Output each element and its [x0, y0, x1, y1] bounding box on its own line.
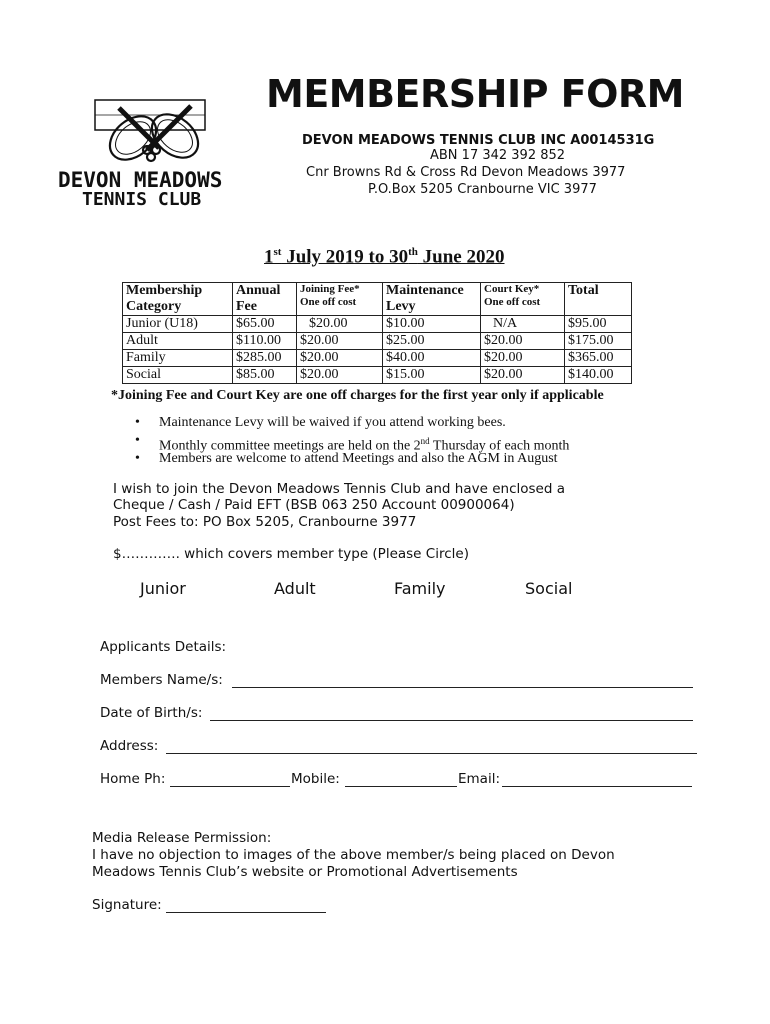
home-phone-label: Home Ph:	[100, 771, 166, 787]
date-of-birth-label: Date of Birth/s:	[100, 705, 203, 721]
table-cell: $40.00	[383, 350, 481, 367]
list-item: • Monthly committee meetings are held on the 2nd Thursday of each month	[135, 432, 569, 450]
fees-table	[122, 282, 632, 384]
mobile-label: Mobile:	[291, 771, 340, 787]
media-release-line2: Meadows Tennis Club’s website or Promotional Advertisements	[92, 864, 518, 880]
logo-text-line2: TENNIS CLUB	[82, 189, 202, 210]
table-cell: $20.00	[481, 367, 565, 384]
table-cell: $20.00	[481, 333, 565, 350]
table-cell: $140.00	[565, 367, 632, 384]
table-cell: $20.00	[297, 316, 383, 333]
member-type-junior[interactable]: Junior	[140, 579, 186, 598]
col-joining-fee: Joining Fee* One off cost	[297, 283, 383, 316]
member-type-social[interactable]: Social	[525, 579, 573, 598]
table-cell: $20.00	[481, 350, 565, 367]
table-cell: $20.00	[297, 350, 383, 367]
table-cell: Junior (U18)	[123, 316, 233, 333]
col-category: Membership Category	[123, 283, 233, 316]
table-cell: $95.00	[565, 316, 632, 333]
col-annual-fee: Annual Fee	[233, 283, 297, 316]
notes-list	[135, 414, 569, 468]
signature-label: Signature:	[92, 897, 162, 913]
col-total: Total	[565, 283, 632, 316]
table-cell: $365.00	[565, 350, 632, 367]
media-release-line1: I have no objection to images of the above member/s being placed on Devon	[92, 847, 615, 863]
table-cell: $65.00	[233, 316, 297, 333]
col-court-key: Court Key* One off cost	[481, 283, 565, 316]
club-street-address: Cnr Browns Rd & Cross Rd Devon Meadows 3977	[306, 165, 626, 180]
members-name-label: Members Name/s:	[100, 672, 223, 688]
table-cell: $20.00	[297, 333, 383, 350]
address-label: Address:	[100, 738, 159, 754]
table-cell: $15.00	[383, 367, 481, 384]
table-cell: N/A	[481, 316, 565, 333]
list-item: • Maintenance Levy will be waived if you attend working bees.	[135, 414, 569, 432]
email-label: Email:	[458, 771, 501, 787]
address-field[interactable]	[166, 739, 697, 754]
table-cell: Adult	[123, 333, 233, 350]
applicant-details-heading: Applicants Details:	[100, 639, 227, 655]
join-payment-details: Cheque / Cash / Paid EFT (BSB 063 250 Account 00900064)	[113, 497, 515, 513]
table-cell: $175.00	[565, 333, 632, 350]
members-name-field[interactable]	[232, 673, 693, 688]
club-po-box: P.O.Box 5205 Cranbourne VIC 3977	[368, 182, 597, 197]
fees-header-row	[123, 283, 632, 316]
signature-field[interactable]	[166, 898, 326, 913]
table-cell: $110.00	[233, 333, 297, 350]
date-of-birth-field[interactable]	[210, 706, 693, 721]
table-row	[123, 367, 632, 384]
table-cell: $20.00	[297, 367, 383, 384]
join-post-address: Post Fees to: PO Box 5205, Cranbourne 3977	[113, 514, 417, 530]
list-item: • Members are welcome to attend Meetings and also the AGM in August	[135, 450, 569, 468]
club-name: DEVON MEADOWS TENNIS CLUB INC A0014531G	[302, 133, 655, 148]
table-cell: Family	[123, 350, 233, 367]
table-row	[123, 316, 632, 333]
member-type-family[interactable]: Family	[394, 579, 446, 598]
table-cell: $10.00	[383, 316, 481, 333]
membership-period: 1st July 2019 to 30th June 2020	[264, 246, 505, 268]
mobile-field[interactable]	[345, 772, 457, 787]
join-statement-line1: I wish to join the Devon Meadows Tennis Club and have enclosed a	[113, 481, 565, 497]
table-row	[123, 333, 632, 350]
amount-field[interactable]: $…………. which covers member type (Please Circle)	[113, 546, 469, 562]
fees-footnote: *Joining Fee and Court Key are one off charges for the first year only if applicable	[111, 388, 604, 403]
col-maintenance-levy: Maintenance Levy	[383, 283, 481, 316]
media-release-heading: Media Release Permission:	[92, 830, 272, 846]
table-cell: Social	[123, 367, 233, 384]
home-phone-field[interactable]	[170, 772, 290, 787]
table-cell: $285.00	[233, 350, 297, 367]
table-cell: $85.00	[233, 367, 297, 384]
logo-text-line1: DEVON MEADOWS	[58, 168, 223, 192]
table-row	[123, 350, 632, 367]
club-abn: ABN 17 342 392 852	[430, 148, 566, 163]
table-cell: $25.00	[383, 333, 481, 350]
email-field[interactable]	[502, 772, 692, 787]
member-type-adult[interactable]: Adult	[274, 579, 316, 598]
page-title: MEMBERSHIP FORM	[266, 72, 684, 116]
